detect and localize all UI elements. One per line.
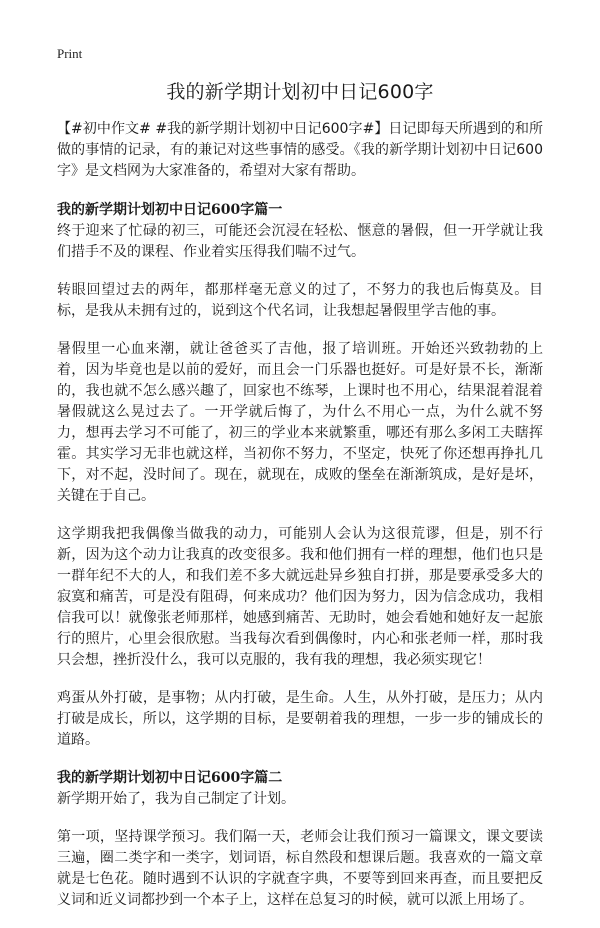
section-heading: 我的新学期计划初中日记600字篇二 bbox=[57, 770, 283, 786]
paragraph: 第一项，坚持课学预习。我们隔一天，老师会让我们预习一篇课文，课文要读三遍，圈二类字和一类字，划词语，标自然段和想课后题。我喜欢的一篇文章就是七色花。随时遇到不认识的字就查字典，不要等到回来再查，而且要把反义词和近义词都抄到一个本子上，这样在总复习的时候，就可以派上用场了。 bbox=[57, 829, 543, 908]
section-1 bbox=[57, 200, 543, 751]
section-2 bbox=[57, 768, 543, 911]
section-heading: 我的新学期计划初中日记600字篇一 bbox=[57, 202, 283, 218]
article-body bbox=[57, 119, 543, 928]
paragraph: 终于迎来了忙碌的初三，可能还会沉浸在轻松、惬意的暑假，但一开学就让我们措手不及的课程、作业着实压得我们喘不过气。 bbox=[57, 223, 543, 260]
paragraph: 新学期开始了，我为自己制定了计划。 bbox=[57, 791, 295, 807]
print-link[interactable]: Print bbox=[57, 46, 83, 61]
paragraph: 暑假里一心血来潮，就让爸爸买了吉他，报了培训班。开始还兴致勃勃的上着，因为毕竟也是以前的爱好，而且会一门乐器也挺好。可是好景不长，渐渐的，我也就不怎么感兴趣了，回家也不练琴，上课时也不用心，结果混着混着暑假就这么晃过去了。一开学就后悔了，为什么不用心一点，为什么就不努力，想再去学习不可能了，初三的学业本来就繁重，哪还有那么多闲工夫瞎挥霍。其实学习无非也就这样，当初你不努力，不坚定，快死了你还想再挣扎几下，对不起，没时间了。现在，就现在，成败的堡垒在渐渐筑成，是好是坏，关键在于自己。 bbox=[57, 341, 543, 504]
paragraph: 鸡蛋从外打破，是事物；从内打破，是生命。人生，从外打破，是压力；从内打破是成长，所以，这学期的目标，是要朝着我的理想，一步一步的铺成长的道路。 bbox=[57, 690, 543, 748]
intro-paragraph: 【#初中作文# #我的新学期计划初中日记600字#】日记即每天所遇到的和所做的事情的记录，有的兼记对这些事情的感受。《我的新学期计划初中日记600字》是文档网为大家准备的，希望对大家有帮助。 bbox=[57, 121, 543, 179]
paragraph: 这学期我把我偶像当做我的动力，可能别人会认为这很荒谬，但是，别不行新，因为这个动力让我真的改变很多。我和他们拥有一样的理想，他们也只是一群年纪不大的人，和我们差不多大就远赴异乡独自打拼，那是要承受多大的寂寞和痛苦，可是没有阻碍，何来成功？他们因为努力，因为信念成功，我相信我可以！就像张老师那样，她感到痛苦、无助时，她会看她和她好友一起旅行的照片，心里会很欣慰。当我每次看到偶像时，内心和张老师一样，那时我只会想，挫折没什么，我可以克服的，我有我的理想，我必须实现它！ bbox=[57, 526, 543, 668]
page-title: 我的新学期计划初中日记600字 bbox=[166, 81, 434, 103]
paragraph: 转眼回望过去的两年，都那样毫无意义的过了，不努力的我也后悔莫及。目标，是我从未拥有过的，说到这个代名词，让我想起暑假里学吉他的事。 bbox=[57, 282, 543, 319]
